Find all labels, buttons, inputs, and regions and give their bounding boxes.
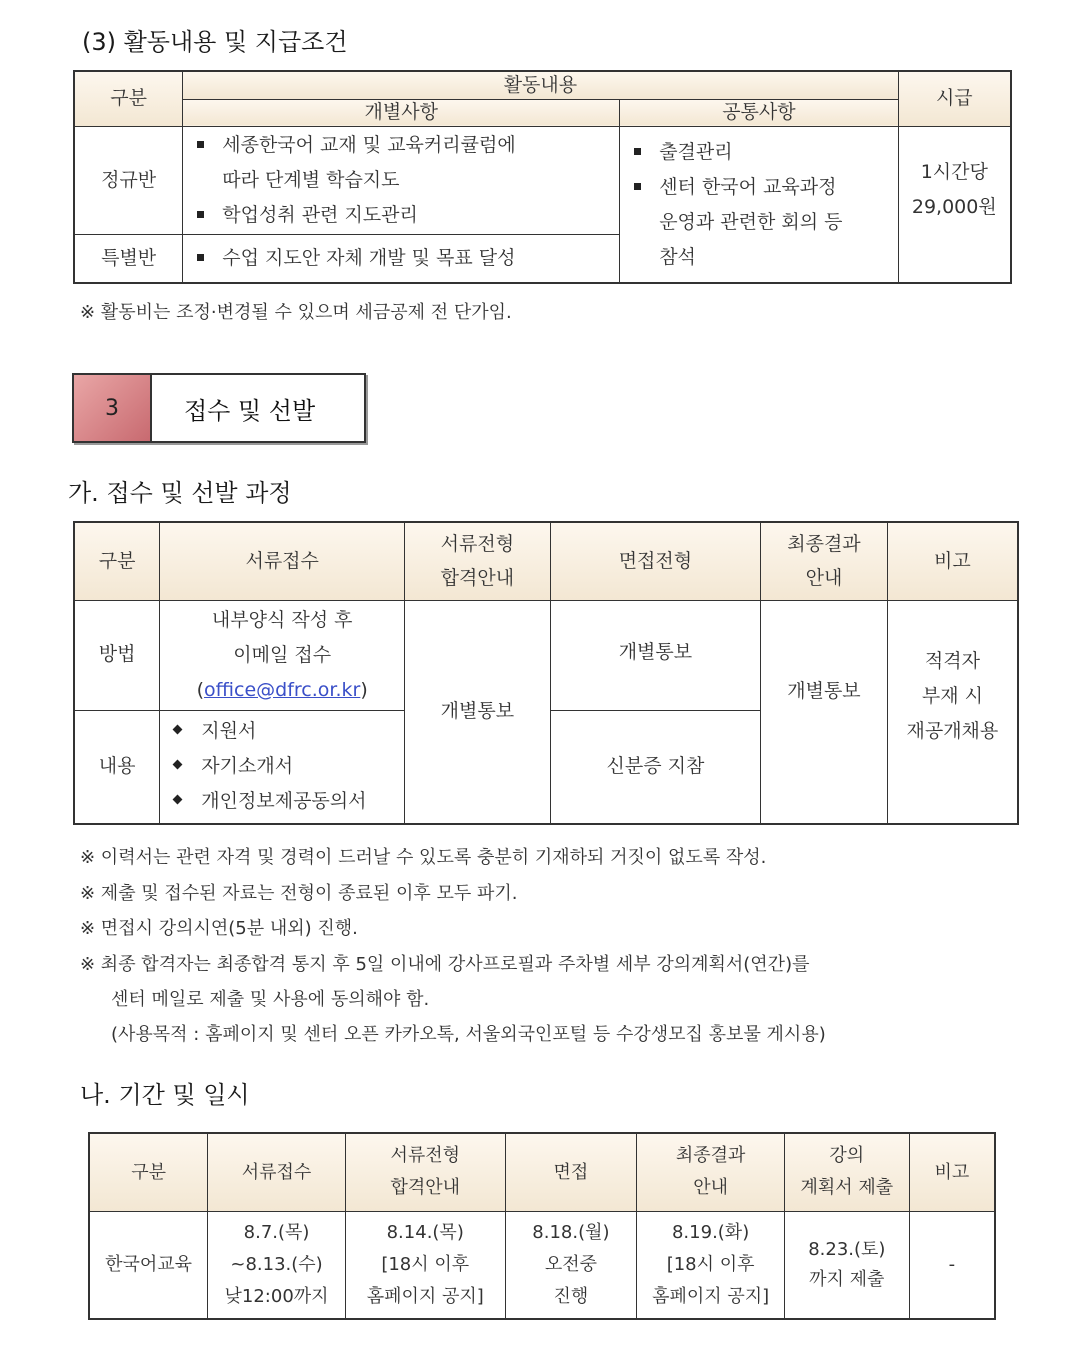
common-bullet-2-line-3: 참석: [659, 245, 696, 268]
header-final-line-2: 안내: [693, 1177, 728, 1199]
row-label-regular: 정규반: [74, 127, 183, 235]
section-title: 접수 및 선발: [184, 396, 316, 425]
paren-close: ): [360, 678, 368, 701]
row-label-method: 방법: [74, 600, 160, 710]
special-bullet-1: 수업 지도안 자체 개발 및 목표 달성: [222, 246, 516, 269]
header-gubun: 구분: [89, 1133, 208, 1211]
header-interview: 면접: [505, 1133, 637, 1211]
docs-date-cell: [208, 1211, 346, 1319]
content-item-1: 지원서: [201, 720, 257, 743]
bullet-square-icon: [197, 254, 204, 261]
final-line-1: 8.19.(화): [671, 1221, 750, 1243]
note-4: ※ 최종 합격자는 최종합격 통지 후 5일 이내에 강사프로필과 주차별 세부 강의계획서(연간)를: [80, 954, 810, 975]
header-final: [637, 1133, 785, 1211]
header-pass-line-1: 서류전형: [390, 1145, 461, 1167]
pass-line-1: 8.14.(목): [386, 1221, 464, 1243]
interview-method-cell: 개별통보: [550, 600, 760, 710]
common-bullet-2-line-1: 센터 한국어 교육과정: [659, 175, 837, 198]
header-pay: 시급: [898, 71, 1011, 127]
final-line-2: [18시 이후: [666, 1253, 755, 1275]
activity-note: ※ 활동비는 조정·변경될 수 있으며 세금공제 전 단가임.: [80, 302, 512, 323]
email-link[interactable]: office@dfrc.or.kr: [204, 678, 361, 701]
header-plan-line-2: 계획서 제출: [800, 1177, 894, 1199]
remark-line-3: 재공개채용: [906, 720, 999, 743]
process-title: 가. 접수 및 선발 과정: [68, 479, 292, 507]
interview-line-3: 진행: [553, 1285, 589, 1307]
remark-line-1: 적격자: [924, 650, 980, 673]
header-pass-line-1: 서류전형: [440, 533, 515, 556]
common-cell: [620, 127, 898, 283]
header-docs: 서류접수: [160, 522, 405, 600]
header-remark: 비고: [887, 522, 1018, 600]
method-cell: [160, 600, 405, 710]
header-docs: 서류접수: [208, 1133, 346, 1211]
bullet-diamond-icon: [173, 760, 183, 770]
final-line-3: 홈페이지 공지]: [652, 1285, 770, 1307]
bullet-square-icon: [197, 211, 204, 218]
content-item-3: 개인정보제공동의서: [201, 790, 367, 813]
interview-line-1: 8.18.(월): [532, 1221, 610, 1243]
schedule-title: 나. 기간 및 일시: [80, 1081, 250, 1109]
bullet-square-icon: [197, 141, 204, 148]
pass-date-cell: [345, 1211, 505, 1319]
note-1: ※ 이력서는 관련 자격 및 경력이 드러날 수 있도록 충분히 기재하되 거짓이 없도록 작성.: [80, 847, 767, 868]
remark-cell: [887, 600, 1018, 824]
regular-bullet-1-line-2: 따라 단계별 학습지도: [222, 169, 400, 192]
row-label-korean: 한국어교육: [89, 1211, 208, 1319]
note-2: ※ 제출 및 접수된 자료는 전형이 종료된 이후 모두 파기.: [80, 883, 518, 904]
plan-date-cell: [784, 1211, 909, 1319]
section-number: 3: [74, 375, 152, 441]
header-remark: 비고: [909, 1133, 995, 1211]
plan-line-2: 까지 제출: [809, 1268, 885, 1290]
bullet-square-icon: [634, 148, 641, 155]
header-plan: [784, 1133, 909, 1211]
header-plan-line-1: 강의: [829, 1145, 865, 1167]
pay-line-1: 1시간당: [920, 160, 988, 183]
row-label-special: 특별반: [74, 235, 183, 283]
activity-section-title: (3) 활동내용 및 지급조건: [82, 28, 348, 56]
section-header-box: [72, 373, 366, 443]
bullet-square-icon: [634, 183, 641, 190]
pay-cell: [898, 127, 1011, 283]
interview-content-cell: 신분증 지참: [550, 710, 760, 824]
remark-line-2: 부재 시: [921, 685, 983, 708]
pass-line-2: [18시 이후: [381, 1253, 470, 1275]
method-line-2: 이메일 접수: [233, 643, 332, 666]
header-final-line-1: 최종결과: [787, 533, 861, 556]
header-final-line-2: 안내: [805, 567, 843, 590]
pay-line-2: 29,000원: [911, 195, 997, 218]
header-common: 공통사항: [620, 99, 898, 126]
header-final-line-1: 최종결과: [675, 1145, 746, 1167]
note-4-cont: 센터 메일로 제출 및 사용에 동의해야 함.: [111, 989, 430, 1010]
pass-notice-cell: 개별통보: [405, 600, 551, 824]
header-individual: 개별사항: [183, 99, 620, 126]
header-pass: [405, 522, 551, 600]
common-bullet-2-line-2: 운영과 관련한 회의 등: [659, 210, 843, 233]
header-activity: 활동내용: [183, 71, 898, 99]
header-pass-line-2: 합격안내: [390, 1177, 461, 1199]
content-item-2: 자기소개서: [201, 755, 294, 778]
note-4-purpose: (사용목적 : 홈페이지 및 센터 오픈 카카오톡, 서울외국인포털 등 수강생모집 홍보물 게시용): [111, 1024, 826, 1045]
schedule-remark-cell: -: [909, 1211, 995, 1319]
regular-bullet-1-line-1: 세종한국어 교재 및 교육커리큘럼에: [222, 134, 516, 157]
plan-line-1: 8.23.(토): [808, 1238, 886, 1260]
docs-line-1: 8.7.(목): [243, 1221, 310, 1243]
final-date-cell: [637, 1211, 785, 1319]
method-line-1: 내부양식 작성 후: [211, 608, 353, 631]
header-final: [761, 522, 888, 600]
note-3: ※ 면접시 강의시연(5분 내외) 진행.: [80, 918, 358, 939]
bullet-diamond-icon: [173, 725, 183, 735]
schedule-table: [88, 1132, 996, 1320]
interview-line-2: 오전중: [544, 1253, 597, 1275]
header-gubun: 구분: [74, 71, 183, 127]
docs-line-3: 낮12:00까지: [224, 1285, 329, 1307]
special-individual-cell: [183, 235, 620, 283]
header-pass: [345, 1133, 505, 1211]
pass-line-3: 홈페이지 공지]: [366, 1285, 484, 1307]
row-label-content: 내용: [74, 710, 160, 824]
final-notice-cell: 개별통보: [761, 600, 888, 824]
header-gubun: 구분: [74, 522, 160, 600]
regular-individual-cell: [183, 127, 620, 235]
process-table: [73, 521, 1019, 825]
regular-bullet-2: 학업성취 관련 지도관리: [222, 204, 418, 227]
docs-line-2: ~8.13.(수): [230, 1253, 323, 1275]
bullet-diamond-icon: [173, 795, 183, 805]
paren-open: (: [196, 678, 205, 701]
content-cell: [160, 710, 405, 824]
common-bullet-1: 출결관리: [659, 140, 733, 163]
interview-date-cell: [505, 1211, 637, 1319]
activity-table: [73, 70, 1012, 284]
header-interview: 면접전형: [550, 522, 760, 600]
header-pass-line-2: 합격안내: [440, 567, 515, 590]
